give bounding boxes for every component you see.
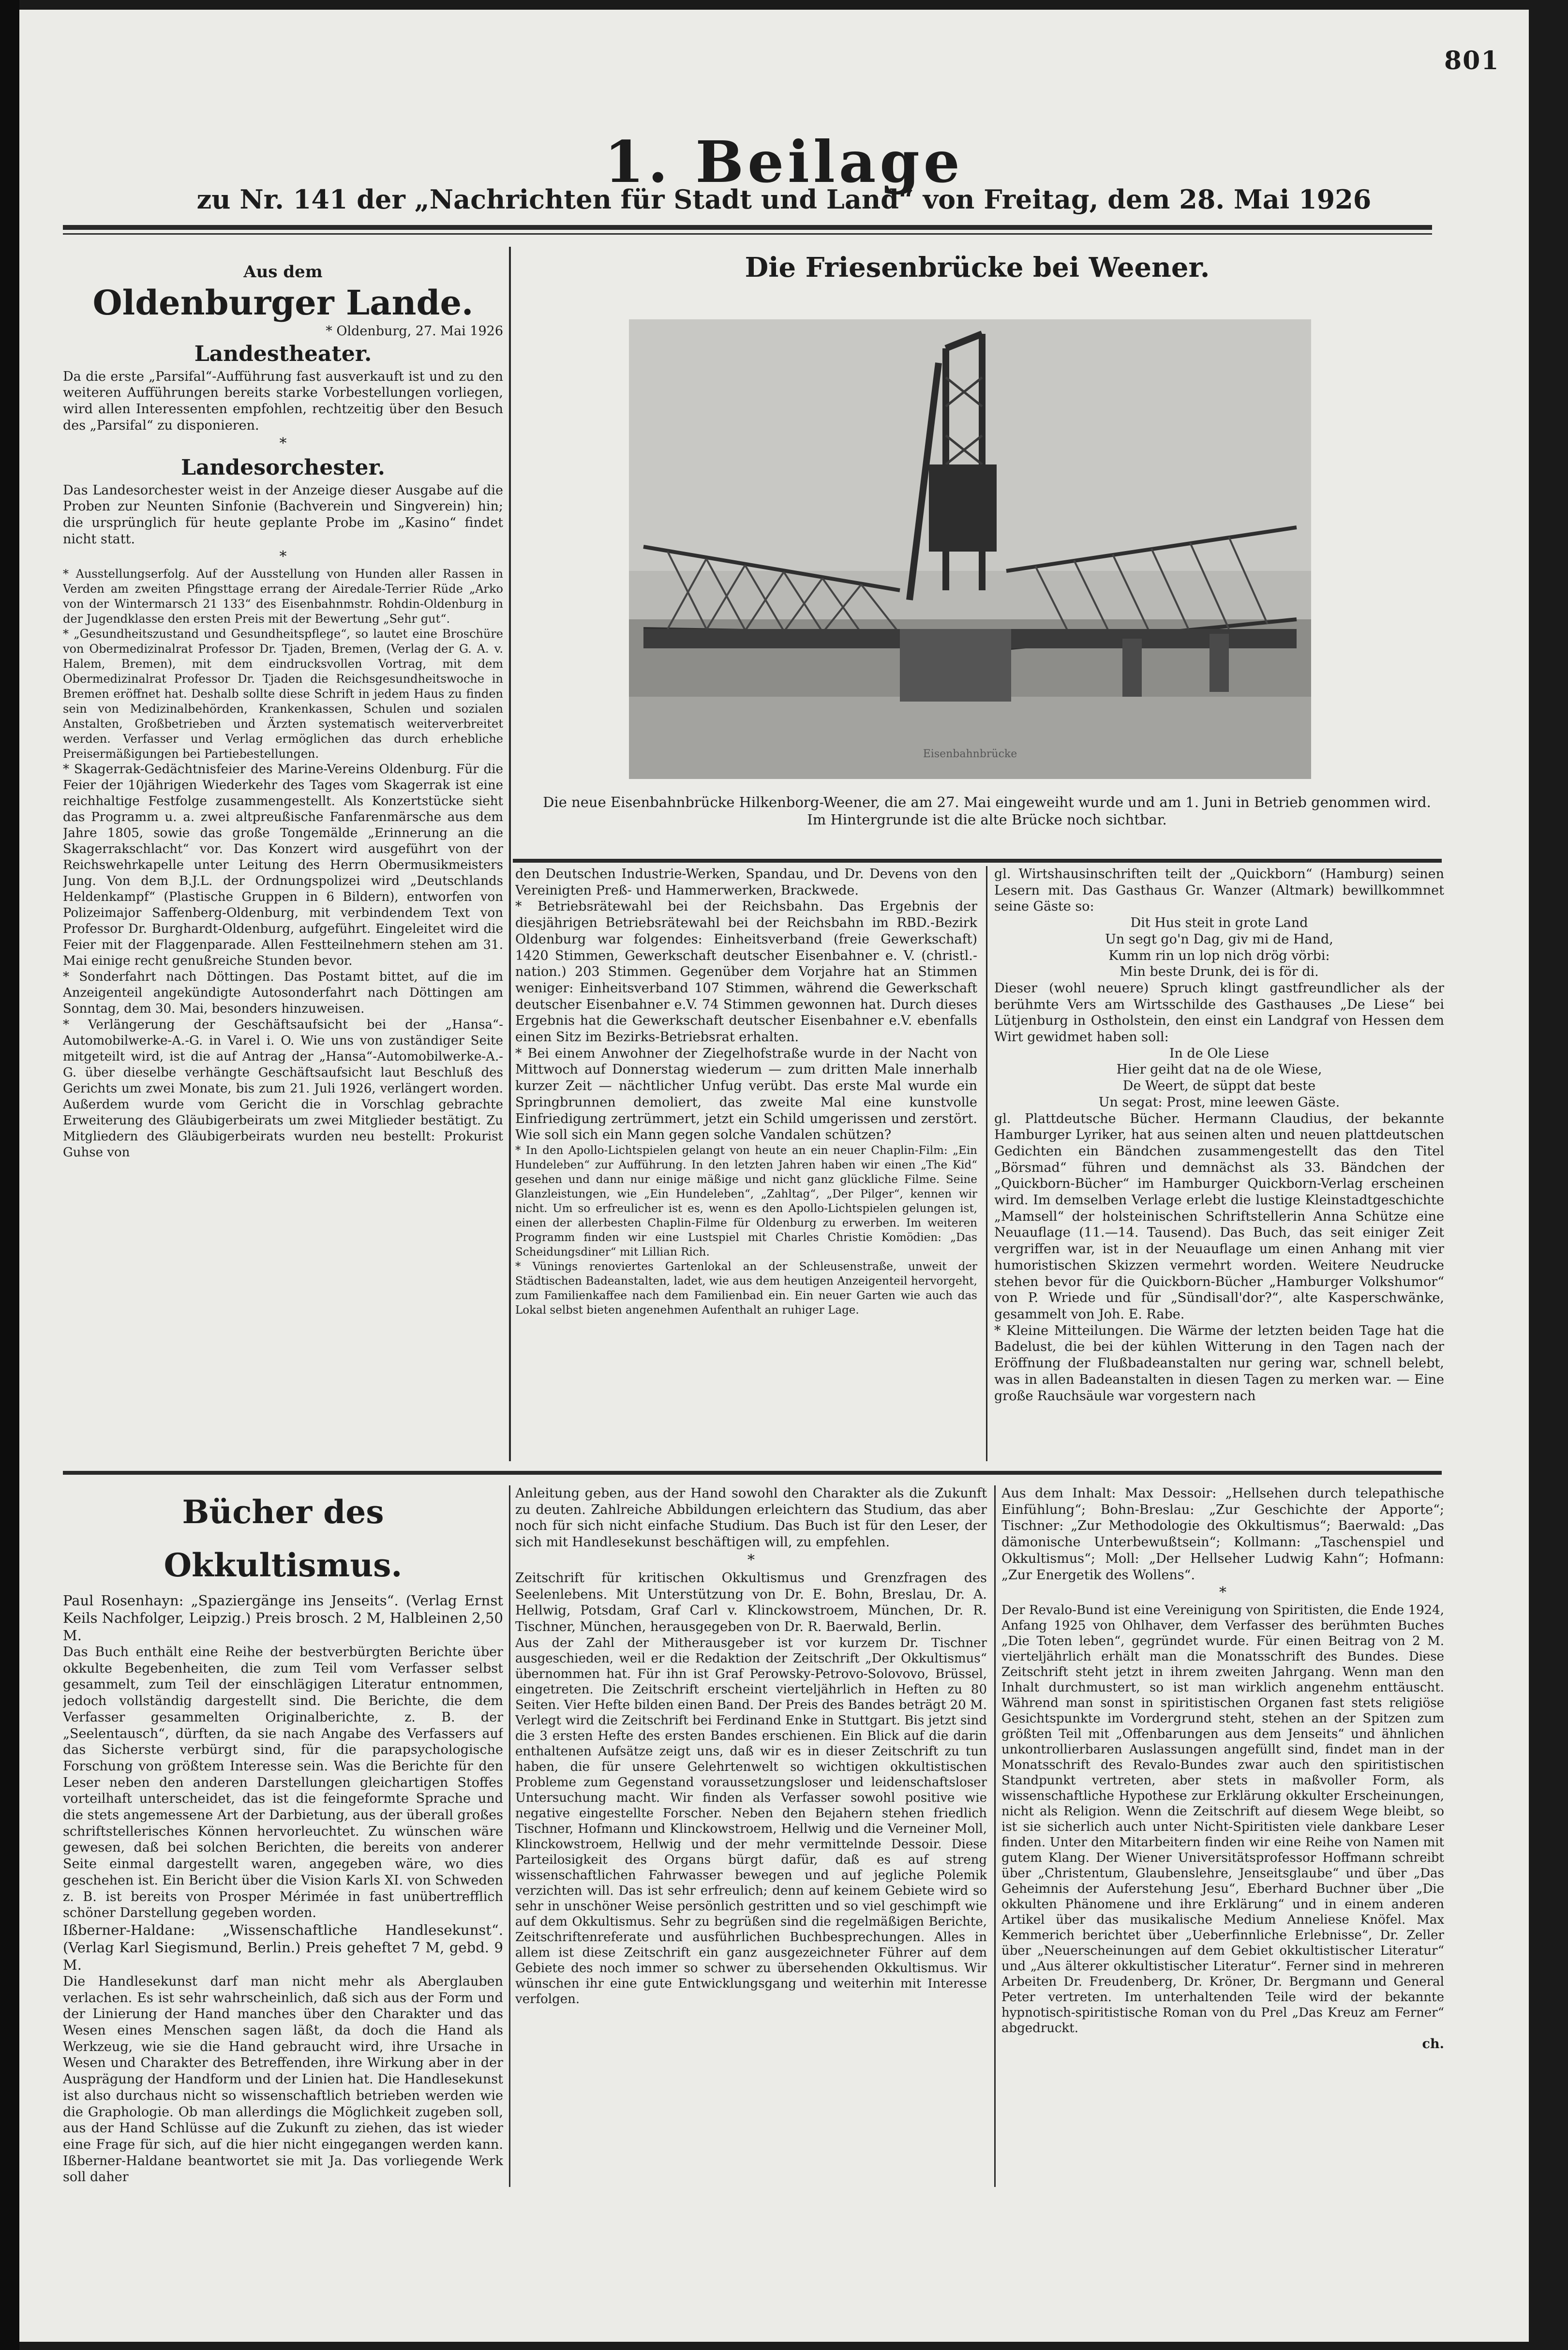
book-entry: Ißberner-Haldane: „Wissenschaftliche Handlesekunst“. (Verlag Karl Siegismund, Berlin.) Preis geheftet 7 M, gebd. 9 M. [63,1921,503,1973]
bottom-right-column [1001,1485,1444,2192]
bottom-middle-column [515,1485,987,2192]
paragraph: Das Landesorchester weist in der Anzeige dieser Ausgabe auf die Proben zur Neunten Sinfonie (Bachverein und Singverein) hin; die ursprünglich für heute geplante Probe im „Kasino“ findet nicht statt. [63,482,503,547]
news-item: * Bei einem Anwohner der Ziegelhofstraße wurde in der Nacht von Mittwoch auf Donnerstag wiederum — zum dritten Male innerhalb kurzer Zeit — nächtlicher Unfug verübt. Das erste Mal wurde ein Springbrunnen demoliert, das zweite Mal eine kunstvolle Einfriedigung zertrümmert, jetzt ein Schild umgerissen und zerstört. Wie soll sich ein Mann gegen solche Vandalen schützen? [515,1046,977,1143]
bottom-left-column [63,1485,503,2192]
separator-star: * [1219,1584,1226,1602]
kicker: Aus dem [243,262,323,282]
left-column [63,261,503,1461]
news-item: * In den Apollo-Lichtspielen gelangt von heute an ein neuer Chaplin-Film: „Ein Hundeleben“ zur Aufführung. In den letzten Jahren haben wir einen „The Kid“ gesehen und dann nur einige mäßige und nicht ganz glückliche Filme. Seine Glanzleistungen, wie „Ein Hundeleben“, „Zahltag“, „Der Pilger“, kennen wir nicht. Um so erfreulicher ist es, wenn es den Apollo-Lichtspielen gelungen ist, einen der allerbesten Chaplin-Filme für Oldenburg zu erwerben. Im weiteren Programm finden wir eine Lustspiel mit Charles Christie Komödien: „Das Scheidungsdiner“ mit Lillian Rich. [515,1144,977,1258]
verse-line: In de Ole Liese [1169,1046,1269,1061]
paragraph: Anleitung geben, aus der Hand sowohl den Charakter als die Zukunft zu deuten. Zahlreiche Abbildungen erleichtern das Studium, das aber noch für sich nicht einfache Studium. Das Buch ist für den Leser, der sich mit Handlesekunst beschäftigen will, zu empfehlen. [515,1486,987,1550]
verse-line: Min beste Drunk, dei is för di. [1120,964,1319,980]
paragraph: Die Handlesekunst darf man nicht mehr als Aberglauben verlachen. Es ist sehr wahrscheinlich, daß sich aus der Form und der Linierung der Hand manches über den Charakter und das Wesen eines Menschen sagen läßt, da doch die Hand als Werkzeug, wie sie die Hand gebraucht wird, ihre Ursache in Wesen und Charakter des Betreffenden, ihre Wirkung aber in der Ausprägung der Handform und der Linien hat. Die Handlesekunst ist also durchaus nicht so wissenschaftlich betrieben werden wie die Graphologie. Ob man allerdings die Möglichkeit zugeben soll, aus der Hand Schlüsse auf die Zukunft zu ziehen, das ist wieder eine Frage für sich, auf die hier nicht eingegangen werden kann. Ißberner-Haldane beantwortet sie mit Ja. Das vorliegende Werk soll daher [63,1974,503,2185]
news-item: * „Gesundheitszustand und Gesundheitspflege“, so lautet eine Broschüre von Obermedizinalrat Professor Dr. Tjaden, Bremen, (Verlag der G. A. v. Halem, Bremen), mit dem eindrucksvollen Vortrag, mit dem Obermedizinalrat Professor Dr. Tjaden die Reichsgesundheitswoche in Bremen eröffnet hat. Deshalb sollte diese Schrift in jedem Haus zu finden sein von Medizinalbehörden, Krankenkassen, Schulen und sozialen Anstalten, Großbetrieben und Ärzten systematisch weiterverbreitet werden. Verfasser und Verlag ermöglichen das durch erhebliche Preisermäßigungen bei Partiebestellungen. [63,627,503,761]
paragraph: Aus dem Inhalt: Max Dessoir: „Hellsehen durch telepathische Einfühlung“; Bohn-Breslau: „Zur Geschichte der Apporte“; Tischner: „Zur Methodologie des Okkultismus“; Baerwald: „Das dämonische Unterbewußtsein“; Kollmann: „Taschenspiel und Okkultismus“; Moll: „Der Hellseher Ludwig Kahn“; Hofmann: „Zur Energetik des Wollens“. [1001,1486,1444,1583]
news-item: * Sonderfahrt nach Döttingen. Das Postamt bittet, auf die im Anzeigenteil angekündigte Autosonderfahrt nach Döttingen am Sonntag, dem 30. Mai, besonders hinzuweisen. [63,970,503,1017]
bridge-photo [629,319,1311,779]
verse-line: Un segat: Prost, mine leewen Gäste. [1098,1094,1340,1110]
paragraph: Der Revalo-Bund ist eine Vereinigung von Spiritisten, die Ende 1924, Anfang 1925 von Ohlhaver, dem Verfasser des berühmten Buches „Die Toten leben“, gegründet wurde. Für einen Beitrag von 2 M. vierteljährlich erhält man die Monatsschrift des Bundes. Diese Zeitschrift steht jetzt in ihrem zweiten Jahrgang. Wenn man den Inhalt durchmustert, so ist man wirklich angenehm enttäuscht. Während man sonst in spiritistischen Organen fast stets religiöse Gesichtspunkte im Vordergrund steht, stehen an der Spitzen zum größten Teil mit „Offenbarungen aus dem Jenseits“ und ähnlichen unkontrollierbaren Auslassungen angefüllt sind, findet man in der Monatsschrift des Revalo-Bundes zwar auch den spiritistischen Standpunkt vertreten, aber stets in maßvoller Form, als wissenschaftliche Hypothese zur Erklärung okkulter Erscheinungen, nicht als Religion. Wenn die Zeitschrift auf diesem Wege bleibt, so ist sie sicherlich auch unter Nicht-Spiritisten viele dankbare Leser finden. Unter den Mitarbeitern finden wir eine Reihe von Namen mit gutem Klang. Der Wiener Universitätsprofessor Hoffmann schreibt über „Christentum, Glaubenslehre, Jenseitsglaube“ und über „Das Geheimnis der Auferstehung Jesu“, Eberhard Buchner über „Die okkulten Phänomene und ihre Erklärung“ und in einem anderen Artikel über das musikalische Medium Anneliese Knöfel. Max Kemmerich berichtet über „Ueberfinnliche Erlebnisse“, Dr. Zeller über „Neuerscheinungen auf dem Gebiet okkultistischer Literatur“ und „Aus älterer okkultistischer Literatur“. Ferner sind in mehreren Arbeiten Dr. Freudenberg, Dr. Kröner, Dr. Bergmann und General Peter vertreten. Im unterhaltenden Teile wird der bekannte hypnotisch-spiritistische Roman von du Prel „Das Kreuz am Ferner“ abgedruckt. [1001,1603,1444,2036]
separator-star: * [747,1551,755,1569]
photo-label: Eisenbahnbrücke [923,748,1017,760]
column-rule [986,866,987,1461]
right-column [994,866,1444,1461]
paragraph: Aus der Zahl der Mitherausgeber ist vor kurzem Dr. Tischner ausgeschieden, weil er die Redaktion der Zeitschrift „Der Okkultismus“ übernommen hat. Für ihn ist Graf Perowsky-Petrovo-Solovovo, Brüssel, eingetreten. Die Zeitschrift erscheint vierteljährlich in Heften zu 80 Seiten. Vier Hefte bilden einen Band. Der Preis des Bandes beträgt 20 M. Verlegt wird die Zeitschrift bei Ferdinand Enke in Stuttgart. Bis jetzt sind die 3 ersten Hefte des ersten Bandes erschienen. Ein Blick auf die darin enthaltenen Aufsätze zeigt uns, daß wir es in dieser Zeitschrift zu tun haben, die für unsere Gelehrtenwelt so wichtigen okkultistischen Probleme zum Gegenstand voraussetzungsloser und leidenschaftsloser Untersuchung macht. Wir finden als Verfasser sowohl positive wie negative eingestellte Forscher. Neben den Bejahern stehen friedlich Tischner, Hofmann und Klinckowstroem, Hellwig und die Verneiner Moll, Klinckowstroem, Hellwig und der mehr vermittelnde Dessoir. Diese Parteilosigkeit des Organs bürgt dafür, daß es auf streng wissenschaftlichen Fahrwasser bewegen und auf jegliche Polemik verzichten will. Das ist sehr erfreulich; denn auf keinem Gebiete wird so sehr in unschöner Weise persönlich gestritten und so viel geschimpft wie auf dem Okkultismus. Sehr zu begrüßen sind die regelmäßigen Berichte, Zeitschriftenreferate und ausführlichen Buchbesprechungen. Alles in allem ist diese Zeitschrift ein ganz ausgezeichneter Führer auf dem Gebiete des noch immer so schwer zu übersehenden Okkultismus. Wir wünschen ihr eine gute Entwicklungsgang und weiterhin mit Interesse verfolgen. [515,1635,987,2006]
paragraph: Da die erste „Parsifal“-Aufführung fast ausverkauft ist und zu den weiteren Aufführungen bereits starke Vorbestellungen vorliegen, wird allen Interessenten empfohlen, rechtzeitig über den Besuch des „Parsifal“ zu disponieren. [63,369,503,433]
subhead-theater: Landestheater. [194,341,372,366]
dateline: * Oldenburg, 27. Mai 1926 [326,324,503,339]
book-entry: Paul Rosenhayn: „Spaziergänge ins Jenseits“. (Verlag Ernst Keils Nachfolger, Leipzig.) Preis brosch. 2 M, Halbleinen 2,50 M. [63,1592,503,1644]
news-item: * Ausstellungserfolg. Auf der Ausstellung von Hunden aller Rassen in Verden am zweiten Pfingsttage errang der Airedale-Terrier Rüde „Arko von der Wintermarsch 21 133“ des Eisenbahnmstr. Rohdin-Oldenburg in der Jugendklasse den ersten Preis mit der Bewertung „Sehr gut“. [63,567,503,626]
news-item: Dieser (wohl neuere) Spruch klingt gastfreundlicher als der berühmte Vers am Wirtsschilde des Gasthauses „De Liese“ bei Lütjenburg in Ostholstein, den einst ein Landgraf von Hessen dem Wirt gewidmet haben soll: [994,980,1444,1045]
verse-line: Kumm rin un lop nich drög vörbi: [1108,948,1330,963]
masthead-rule-thin [63,233,1432,235]
section-title: Oldenburger Lande. [92,283,474,323]
paragraph: den Deutschen Industrie-Werken, Spandau, und Dr. Devens von den Vereinigten Preß- und Hammerwerken, Brackwede. [515,867,977,898]
masthead-subtitle: zu Nr. 141 der „Nachrichten für Stadt und Land“ von Freitag, dem 28. Mai 1926 [196,184,1372,215]
author-signature: ch. [1422,2036,1444,2052]
separator-star: * [279,434,287,452]
news-item: gl. Plattdeutsche Bücher. Hermann Claudius, der bekannte Hamburger Lyriker, hat aus seinen alten und neuen plattdeutschen Gedichten ein Bändchen zusammengestellt das den Titel „Börsmad“ führen und demnächst als 33. Bändchen der „Quickborn-Bücher“ im Hamburger Quickborn-Verlag erscheinen wird. Im demselben Verlage erlebt die lustige Kleinstadtgeschichte „Mamsell“ der holsteinischen Schriftstellerin Anna Schütze eine Neuauflage (11.—14. Tausend). Das Buch, das seit einiger Zeit vergriffen war, ist in der Neuauflage um einen Anhang mit vier humoristischen Skizzen vermehrt worden. Weitere Neudrucke stehen bevor für die Quickborn-Bücher „Hamburger Volkshumor“ von P. Wriede und für „Sündisall'dor?“, alte Kasperschwänke, gesammelt von Joh. E. Rabe. [994,1111,1444,1322]
verse-line: Un segt go'n Dag, giv mi de Hand, [1105,931,1333,947]
section-rule [513,859,1442,863]
page-number: 801 [1444,46,1500,75]
news-item: gl. Wirtshausinschriften teilt der „Quickborn“ (Hamburg) seinen Lesern mit. Das Gasthaus Gr. Wanzer (Altmark) bewillkommnet seine Gäste so: [994,867,1444,914]
photo-headline: Die Friesenbrücke bei Weener. [745,252,1210,284]
masthead-rule [63,225,1432,230]
scan-edge [0,0,19,2350]
separator-star: * [279,548,287,566]
news-item: * Verlängerung der Geschäftsaufsicht bei der „Hansa“-Automobilwerke-A.-G. in Varel i. O. Wie uns von zuständiger Seite mitgeteilt wird, ist die auf Antrag der „Hansa“-Automobilwerke-A.-G. über dieselbe verhängte Geschäftsaufsicht laut Beschluß des Gerichts um zwei Monate, bis zum 21. Juli 1926, verlängert worden. Außerdem wurde vom Gericht die in Vorschlag gebrachte Erweiterung des Gläubigerbeirats um zwei Mitglieder bestätigt. Zu Mitgliedern des Gläubigerbeirats wurden neu bestellt: Prokurist Guhse von [63,1018,503,1160]
news-item: * Vünings renoviertes Gartenlokal an der Schleusenstraße, unweit der Städtischen Badeanstalten, ladet, wie aus dem heutigen Anzeigenteil hervorgeht, zum Familienkaffee nach dem Familienbad ein. Ein neuer Garten wie auch das Lokal selbst bieten angenehmen Aufenthalt an ruhiger Lage. [515,1260,977,1317]
news-item: * Kleine Mitteilungen. Die Wärme der letzten beiden Tage hat die Badelust, die bei der kühlen Witterung in den Tagen nach der Eröffnung der Flußbadeanstalten nur gering war, schnell belebt, was in allen Badeanstalten in diesen Tagen zu merken war. — Eine große Rauchsäule war vorgestern nach [994,1323,1444,1404]
section-title: Bücher des Okkultismus. [164,1493,403,1584]
column-rule [509,247,511,1461]
paragraph: Das Buch enthält eine Reihe der bestverbürgten Berichte über okkulte Begebenheiten, die zum Teil vom Verfasser selbst gesammelt, zum Teil der einschlägigen Literatur entnommen, jedoch vollständig dargestellt sind. Die Berichte, die dem Verfasser gesammelten Originalberichte, z. B. der „Seelentausch“, dürften, da sie nach Angabe des Verfassers auf das Sicherste verbürgt sind, für die parapsychologische Forschung von größtem Interesse sein. Was die Berichte für den Leser neben den anderen Darstellungen gleichartigen Stoffes vorteilhaft unterscheidet, das ist die feingeformte Sprache und die stets angemessene Art der Darbietung, aus der überall großes schriftstellerisches Können hervorleuchtet. Zu wünschen wäre gewesen, daß bei solchen Berichten, die bereits von anderer Seite einmal dargestellt waren, angegeben wäre, wo dies geschehen ist. Ein Bericht über die Vision Karls XI. von Schweden z. B. ist bereits von Prosper Mérimée in fast unübertrefflich schöner Darstellung gegeben worden. [63,1645,503,1921]
verse-line: De Weert, de süppt dat beste [1122,1078,1316,1094]
book-entry: Zeitschrift für kritischen Okkultismus und Grenzfragen des Seelenlebens. Mit Unterstützung von Dr. E. Bohn, Breslau, Dr. A. Hellwig, Potsdam, Graf Carl v. Klinckowstroem, München, Dr. R. Tischner, München, herausgegeben von Dr. R. Baerwald, Berlin. [515,1570,987,1634]
middle-column [515,866,977,1461]
photo-caption: Die neue Eisenbahnbrücke Hilkenborg-Weener, die am 27. Mai eingeweiht wurde und am 1. Juni in Betrieb genommen wird. Im Hintergrunde ist die alte Brücke noch sichtbar. [543,794,1431,828]
column-rule [509,1485,510,2187]
column-rule [994,1485,996,2187]
news-item: * Betriebsrätewahl bei der Reichsbahn. Das Ergebnis der diesjährigen Betriebsrätewahl bei der Reichsbahn im RBD.-Bezirk Oldenburg war folgendes: Einheitsverband (freie Gewerkschaft) 1420 Stimmen, Gewerkschaft deutscher Eisenbahner e. V. (christl.-nation.) 203 Stimmen. Gegenüber dem Vorjahre hat an Stimmen weniger: Einheitsverband 107 Stimmen, während die Gewerkschaft deutscher Eisenbahner e.V. 74 Stimmen gewonnen hat. Durch dieses Ergebnis hat die Gewerkschaft deutscher Eisenbahner e.V. ebenfalls einen Sitz im Bezirks-Betriebsrat erhalten. [515,899,977,1045]
masthead-title: 1. Beilage [604,128,964,195]
subhead-orchester: Landesorchester. [181,455,385,480]
verse-line: Hier geiht dat na de ole Wiese, [1116,1062,1322,1078]
verse-line: Dit Hus steit in grote Land [1130,915,1308,931]
section-rule [63,1471,1442,1475]
news-item: * Skagerrak-Gedächtnisfeier des Marine-Vereins Oldenburg. Für die Feier der 10jährigen Wiederkehr des Tages vom Skagerrak ist eine reichhaltige Festfolge zusammengestellt. Als Konzertstücke sieht das Programm u. a. zwei altpreußische Fanfarenmärsche aus dem Jahre 1805, sowie das große Tongemälde „Erinnerung an die Skagerrakschlacht“ vor. Das Konzert wird ausgeführt von der Reichswehrkapelle unter Leitung des Herrn Obermusikmeisters Jung. Von dem B.J.L. der Ordnungspolizei wird „Deutschlands Heldenkampf“ (Plastische Gruppen in 6 Bildern), entworfen von Polizeimajor Saffenberg-Oldenburg, mit verbindendem Text von Professor Dr. Burghardt-Oldenburg, aufgeführt. Eingeleitet wird die Feier mit der Flaggenparade. Allen Festteilnehmern stehen am 31. Mai einige recht genußreiche Stunden bevor. [63,762,503,969]
